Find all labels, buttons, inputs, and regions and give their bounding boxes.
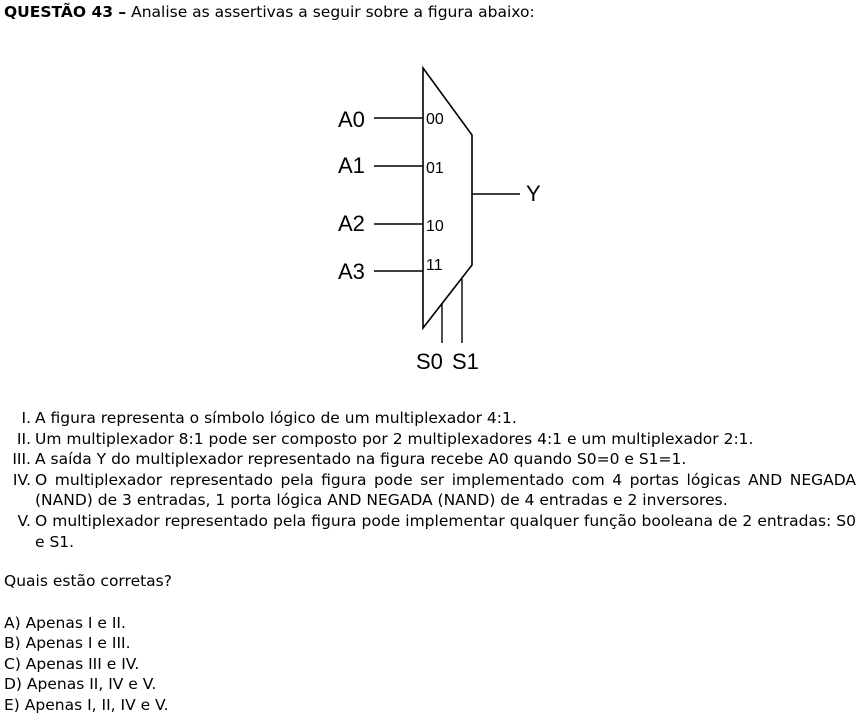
question-intro: Analise as assertivas a seguir sobre a figura abaixo:	[131, 3, 535, 21]
assertion-item	[0, 470, 856, 511]
mux-body	[423, 68, 472, 328]
multiplexer-diagram	[330, 60, 560, 380]
assertion-text: Um multiplexador 8:1 pode ser composto por 2 multiplexadores 4:1 e um multiplexador 2:1.	[35, 429, 754, 448]
assertion-number: II.	[16, 429, 31, 448]
assertion-number: IV.	[12, 470, 31, 489]
answer-options	[4, 613, 169, 715]
input-label-a1: A1	[338, 153, 365, 178]
assertion-item	[0, 511, 856, 552]
assertion-text: A saída Y do multiplexador representado na figura recebe A0 quando S0=0 e S1=1.	[35, 450, 687, 469]
input-label-a2: A2	[338, 211, 365, 236]
assertion-list	[0, 408, 856, 552]
answer-option-c[interactable]: C) Apenas III e IV.	[4, 654, 140, 673]
assertion-item	[0, 408, 856, 429]
assertion-number: V.	[17, 511, 31, 530]
assertion-item	[0, 429, 856, 450]
input-code-01: 01	[426, 160, 444, 177]
input-code-11: 11	[426, 257, 443, 274]
assertion-item	[0, 449, 856, 470]
question-number: QUESTÃO 43 –	[4, 3, 127, 21]
answer-option-b[interactable]: B) Apenas I e III.	[4, 634, 131, 653]
answer-option-a[interactable]: A) Apenas I e II.	[4, 614, 126, 632]
assertion-number: III.	[12, 450, 31, 469]
assertion-number: I.	[21, 409, 31, 427]
input-code-10: 10	[426, 218, 444, 235]
question-heading	[4, 2, 535, 22]
answer-option-e[interactable]: E) Apenas I, II, IV e V.	[4, 695, 169, 714]
assertion-text: O multiplexador representado pela figura pode ser implementado com 4 portas lógicas AND NEGADA (NAND) de 3 entradas, 1 porta lógica AND NEGADA (NAND) de 4 entradas e 2 inversores.	[35, 470, 856, 510]
question-prompt: Quais estão corretas?	[4, 572, 172, 590]
answer-option-d[interactable]: D) Apenas II, IV e V.	[4, 675, 157, 694]
select-label-s0: S0	[416, 349, 443, 374]
input-code-00: 00	[426, 111, 444, 128]
input-label-a3: A3	[338, 259, 365, 284]
select-label-s1: S1	[452, 349, 479, 374]
assertion-text: A figura representa o símbolo lógico de um multiplexador 4:1.	[35, 409, 517, 427]
assertion-text: O multiplexador representado pela figura pode implementar qualquer função booleana de 2 entradas: S0 e S1.	[35, 511, 856, 551]
output-label-y: Y	[526, 181, 541, 206]
input-label-a0: A0	[338, 107, 365, 132]
